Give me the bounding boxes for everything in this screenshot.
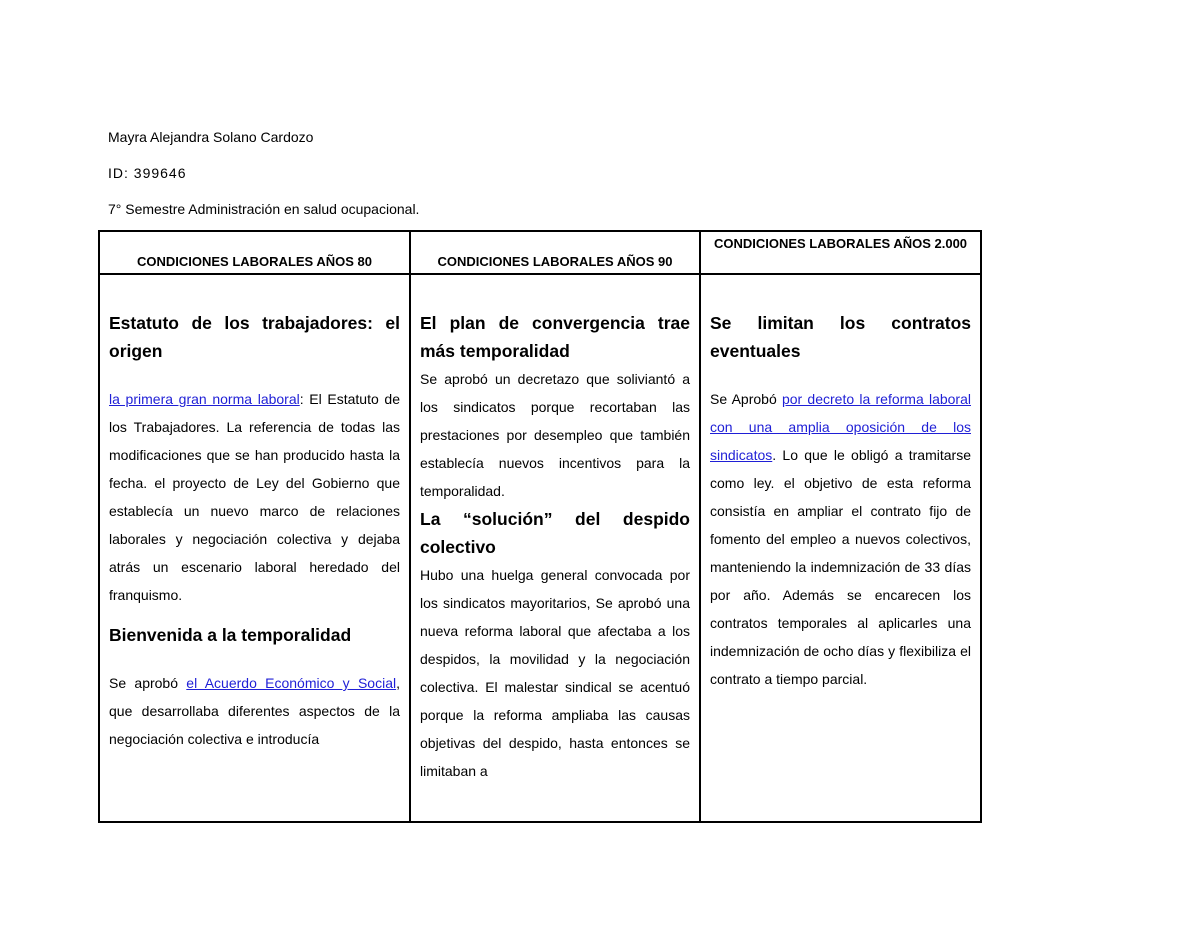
paragraph: Se Aprobó por decreto la reforma laboral con una amplia oposición de los sindicatos. Lo que le obligó a tramitarse como ley. el objetivo de esta reforma consistía en ampliar el contrato fijo de fomento del empleo a nuevos colectivos, manteniendo la indemnización de 33 días por año. Además se encarecen los contratos temporales al aplicarles una indemnización de ocho días y flexibiliza el contrato a tiempo parcial. bbox=[710, 391, 971, 687]
paragraph: la primera gran norma laboral: El Estatuto de los Trabajadores. La referencia de todas las modificaciones que se han producido hasta la fecha. el proyecto de Ley del Gobierno que establecía un nuevo marco de relaciones laborales y negociación colectiva y dejaba atrás un escenario laboral heredado del franquismo. bbox=[109, 391, 400, 603]
paragraph: Hubo una huelga general convocada por los sindicatos mayoritarios, Se aprobó una nueva reforma laboral que afectaba a los despidos, la movilidad y la negociación colectiva. El malestar sindical se acentuó porque la reforma ampliaba las causas objetivas del despido, hasta entonces se limitaban a bbox=[420, 567, 690, 779]
reference-link[interactable]: el Acuerdo Económico y Social bbox=[186, 675, 397, 691]
section-heading: La “solución” del despido colectivo bbox=[420, 509, 690, 557]
section-heading: El plan de convergencia trae más temporalidad bbox=[420, 313, 690, 361]
document-header bbox=[108, 128, 419, 236]
column-heading: CONDICIONES LABORALES AÑOS 80 bbox=[99, 231, 410, 274]
column-heading: CONDICIONES LABORALES AÑOS 90 bbox=[410, 231, 700, 274]
section-heading: Bienvenida a la temporalidad bbox=[109, 625, 352, 645]
section-heading: Estatuto de los trabajadores: el origen bbox=[109, 313, 400, 361]
paragraph: Se aprobó el Acuerdo Económico y Social, que desarrollaba diferentes aspectos de la negociación colectiva e introducía bbox=[109, 675, 400, 747]
reference-link[interactable]: la primera gran norma laboral bbox=[109, 391, 300, 407]
author-name: Mayra Alejandra Solano Cardozo bbox=[108, 129, 314, 145]
paragraph: Se aprobó un decretazo que soliviantó a los sindicatos porque recortaban las prestaciones por desempleo que también establecía nuevos incentivos para la temporalidad. bbox=[420, 371, 691, 499]
column-80s bbox=[99, 274, 410, 822]
column-2000s bbox=[700, 274, 981, 822]
column-heading: CONDICIONES LABORALES AÑOS 2.000 bbox=[700, 231, 981, 274]
section-heading: Se limitan los contratos eventuales bbox=[710, 313, 971, 361]
reference-link[interactable]: por decreto la reforma laboral con una amplia oposición de los sindicatos bbox=[710, 391, 971, 463]
table-header-row bbox=[99, 231, 981, 274]
program-line: 7° Semestre Administración en salud ocupacional. bbox=[108, 201, 420, 217]
table-body-row bbox=[99, 274, 981, 822]
comparison-table bbox=[98, 230, 982, 823]
column-90s bbox=[410, 274, 700, 822]
student-id: ID: 399646 bbox=[108, 165, 187, 181]
